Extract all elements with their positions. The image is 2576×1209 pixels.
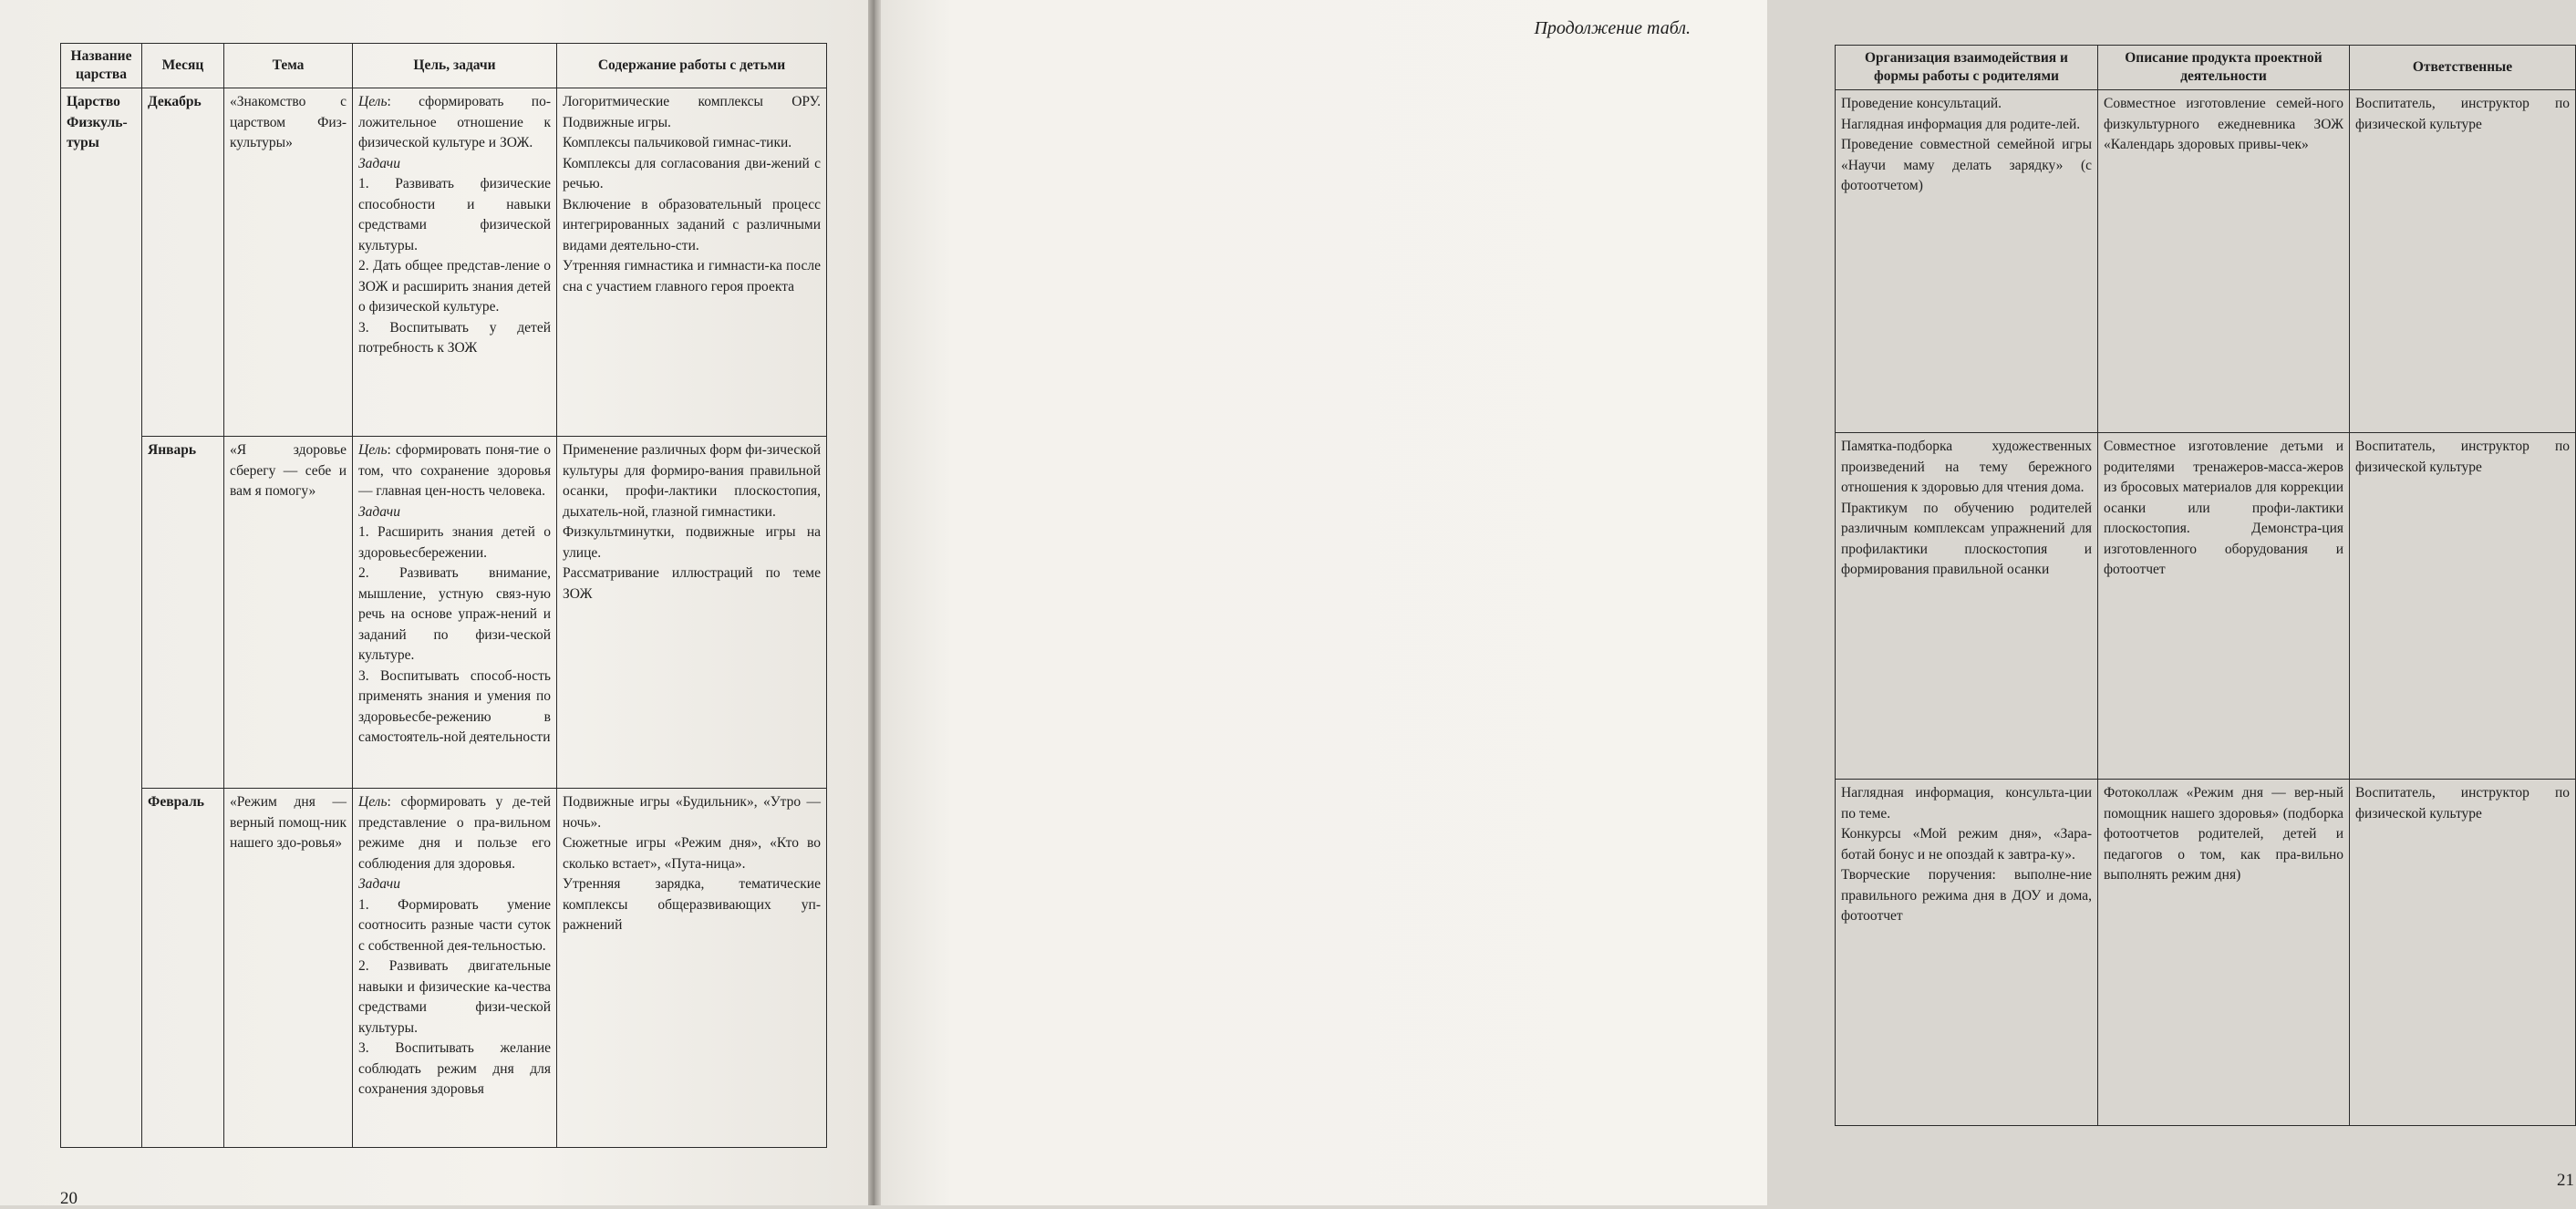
responsible-cell: Воспитатель, инструктор по физической культуре	[2350, 90, 2576, 433]
content-cell	[557, 437, 827, 789]
task-item: 3. Воспитывать желание соблюдать режим дня для сохранения здоровья	[358, 1040, 551, 1097]
parents-item: Наглядная информация для родите-лей.	[1841, 116, 2081, 132]
theme-cell: «Режим дня — верный помощ-ник нашего здо-ровья»	[224, 789, 353, 1148]
tasks-label: Задачи	[358, 503, 400, 520]
right-header-row	[1836, 46, 2576, 90]
parents-item: Конкурсы «Мой режим дня», «Зара-ботай бонус и не опоздай к завтра-ку».	[1841, 826, 2092, 863]
parents-item: Проведение консультаций.	[1841, 96, 2002, 111]
content-item: Подвижные игры «Будильник», «Утро — ночь».	[563, 794, 821, 831]
task-item: 3. Воспитывать у детей потребность к ЗОЖ	[358, 319, 551, 356]
right-page	[881, 0, 2574, 1205]
parents-cell	[1836, 780, 2098, 1126]
content-item: Комплексы пальчиковой гимнас-тики.	[563, 135, 792, 150]
goals-cell	[353, 437, 557, 789]
parents-cell	[1836, 433, 2098, 780]
parents-item: Памятка-подборка художественных произведений на тему бережного отношения к здоровью для чтения дома.	[1841, 439, 2092, 495]
product-cell: Совместное изготовление семей-ного физкультурного ежедневника ЗОЖ «Календарь здоровых привы-чек»	[2098, 90, 2350, 433]
page-number-right: 21	[2557, 1171, 2574, 1190]
content-cell	[557, 789, 827, 1148]
header-product: Описание продукта проектной деятельности	[2098, 46, 2350, 90]
parents-item: Практикум по обучению родителей различным комплексам упражнений для профилактики плоскостопия и формирования правильной осанки	[1841, 500, 2092, 577]
product-cell: Фотоколлаж «Режим дня — вер-ный помощник нашего здоровья» (подборка фотоотчетов родителей, детей и педагогов о том, как пра-вильно выполнять режим дня)	[2098, 780, 2350, 1126]
responsible-cell: Воспитатель, инструктор по физической культуре	[2350, 780, 2576, 1126]
theme-cell: «Я здоровье сберегу — себе и вам я помогу»	[224, 437, 353, 789]
parents-cell	[1836, 90, 2098, 433]
theme-cell: «Знакомство с царством Физ-культуры»	[224, 88, 353, 437]
content-item: Физкультминутки, подвижные игры на улице.	[563, 524, 821, 561]
header-responsible: Ответственные	[2350, 46, 2576, 90]
parents-item: Творческие поручения: выполне-ние правильного режима дня в ДОУ и дома, фотоотчет	[1841, 867, 2092, 924]
table-row	[1836, 780, 2576, 1126]
goal-text: : сформировать поня-тие о том, что сохранение здоровья — главная цен-ность человека.	[358, 442, 551, 499]
header-theme: Тема	[224, 44, 353, 88]
header-month: Месяц	[142, 44, 224, 88]
task-item: 2. Развивать внимание, мышление, устную связ-ную речь на основе упраж-нений и заданий по физи-ческой культуре.	[358, 565, 551, 663]
content-item: Утренняя гимнастика и гимнасти-ка после сна с участием главного героя проекта	[563, 258, 821, 294]
page-number-left: 20	[60, 1189, 78, 1208]
header-goals: Цель, задачи	[353, 44, 557, 88]
responsible-cell: Воспитатель, инструктор по физической культуре	[2350, 433, 2576, 780]
task-item: 1. Формировать умение соотносить разные части суток с собственной дея-тельностью.	[358, 896, 551, 954]
goal-label: Цель	[358, 442, 388, 458]
table-row	[1836, 90, 2576, 433]
goal-label: Цель	[358, 794, 388, 810]
tasks-label: Задачи	[358, 876, 400, 892]
parents-item: Наглядная информация, консульта-ции по теме.	[1841, 785, 2092, 822]
left-header-row	[61, 44, 827, 88]
content-item: Утренняя зарядка, тематические комплексы общеразвивающих уп-ражнений	[563, 876, 821, 933]
content-item: Рассматривание иллюстраций по теме ЗОЖ	[563, 565, 821, 602]
goal-text: : сформировать у де-тей представление о пра-вильном режиме дня и пользе его соблюдения для здоровья.	[358, 794, 551, 872]
tasks-label: Задачи	[358, 155, 400, 171]
task-item: 3. Воспитывать способ-ность применять знания и умения по здоровьесбе-режению в самостоятель-ной деятельности	[358, 667, 551, 745]
table-row	[1836, 433, 2576, 780]
task-item: 2. Развивать двигательные навыки и физические ка-чества средствами физи-ческой культуры.	[358, 958, 551, 1036]
goals-cell	[353, 789, 557, 1148]
table-row	[61, 789, 827, 1148]
goal-text: : сформировать по-ложительное отношение к физической культуре и ЗОЖ.	[358, 94, 551, 150]
header-kingdom: Название царства	[61, 44, 142, 88]
left-table	[60, 43, 827, 1148]
book-gutter	[868, 0, 881, 1205]
running-head: Продолжение табл.	[1534, 18, 1691, 38]
month-cell: Февраль	[142, 789, 224, 1148]
content-item: Применение различных форм фи-зической культуры для формиро-вания правильной осанки, профи-лактики плоскостопия, дыхатель-ной, глазной гимнастики.	[563, 442, 821, 520]
month-cell: Декабрь	[142, 88, 224, 437]
header-parents: Организация взаимодействия и формы работы с родителями	[1836, 46, 2098, 90]
task-item: 1. Расширить знания детей о здоровьесбережении.	[358, 524, 551, 561]
goals-cell	[353, 88, 557, 437]
month-cell: Январь	[142, 437, 224, 789]
content-item: Сюжетные игры «Режим дня», «Кто во сколько встает», «Пута-ница».	[563, 835, 821, 872]
header-content: Содержание работы с детьми	[557, 44, 827, 88]
table-row	[61, 437, 827, 789]
content-item: Включение в образовательный процесс интегрированных заданий с различными видами деятельно-сти.	[563, 196, 821, 253]
content-item: Комплексы для согласования дви-жений с речью.	[563, 155, 821, 191]
parents-item: Проведение совместной семейной игры «Научи маму делать зарядку» (с фотоотчетом)	[1841, 137, 2092, 193]
content-item: Логоритмические комплексы ОРУ. Подвижные игры.	[563, 94, 821, 130]
right-table	[1835, 45, 2576, 1126]
task-item: 2. Дать общее представ-ление о ЗОЖ и расширить знания детей о физической культуре.	[358, 258, 551, 315]
left-page	[0, 0, 868, 1208]
content-cell	[557, 88, 827, 437]
table-row	[61, 88, 827, 437]
product-cell: Совместное изготовление детьми и родителями тренажеров-массa-жеров из бросовых материалов для коррекции осанки или профи-лактики плоскостопия. Демонстра-ция изготовленного оборудования и фотоотчет	[2098, 433, 2350, 780]
kingdom-cell: Царство Физкуль-туры	[61, 88, 142, 1148]
goal-label: Цель	[358, 94, 388, 109]
task-item: 1. Развивать физические способности и навыки средствами физической культуры.	[358, 176, 551, 253]
